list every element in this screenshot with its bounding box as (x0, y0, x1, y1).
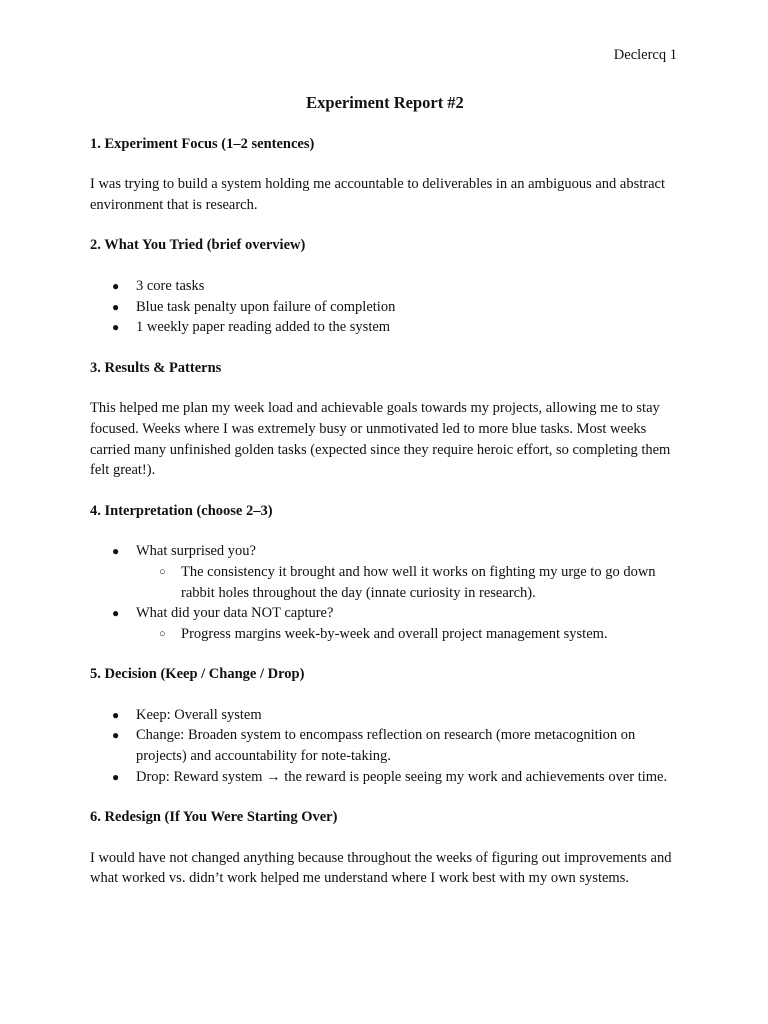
interpretation-answer: Progress margins week-by-week and overall project management system. (181, 625, 608, 642)
list-item (90, 297, 680, 318)
list-item-text: 3 core tasks (136, 277, 205, 294)
list-item (90, 725, 680, 766)
list-item (90, 705, 680, 726)
interpretation-question: What surprised you? (136, 543, 256, 560)
sub-list-item (136, 562, 680, 603)
section-heading-results: 3. Results & Patterns (90, 359, 222, 376)
list-item (90, 317, 680, 338)
bullet-icon: ● (112, 728, 120, 743)
sub-list-item (136, 624, 680, 645)
section-body-focus: I was trying to build a system holding me accountable to deliverables in an ambiguous and abstract environment that is research. (90, 176, 666, 213)
section-heading-redesign: 6. Redesign (If You Were Starting Over) (90, 809, 338, 826)
hollow-bullet-icon: ○ (159, 565, 166, 578)
bullet-icon: ● (112, 606, 120, 621)
section-heading-focus: 1. Experiment Focus (1–2 sentences) (90, 135, 315, 152)
document-body (90, 93, 680, 909)
bullet-icon: ● (112, 320, 120, 335)
section-heading-interpretation: 4. Interpretation (choose 2–3) (90, 502, 273, 519)
section-heading-decision: 5. Decision (Keep / Change / Drop) (90, 666, 305, 683)
sub-list (136, 624, 680, 645)
bullet-icon: ● (112, 278, 120, 293)
interpretation-answer: The consistency it brought and how well it works on fighting my urge to go down rabbit holes throughout the day (innate curiosity in research). (181, 563, 656, 601)
interpretation-question: What did your data NOT capture? (136, 605, 334, 622)
bullet-icon: ● (112, 299, 120, 314)
document-title: Experiment Report #2 (306, 93, 464, 112)
running-head: Declercq 1 (613, 47, 677, 63)
section-heading-tried: 2. What You Tried (brief overview) (90, 237, 306, 254)
list-item (90, 767, 680, 788)
section-body-results: This helped me plan my week load and achievable goals towards my projects, allowing me to stay focused. Weeks where I was extremely busy or unmotivated led to more blue tasks. Most weeks carried many unfinished golden tasks (expected since they require heroic effort, so completing them felt great!). (90, 400, 671, 479)
hollow-bullet-icon: ○ (159, 627, 166, 640)
sub-list (136, 562, 680, 603)
list-item-text: Drop: Reward system → the reward is people seeing my work and achievements over time. (136, 768, 668, 785)
list-item-text: Keep: Overall system (136, 706, 262, 723)
bullet-icon: ● (112, 707, 120, 722)
list-item (90, 603, 680, 644)
list-item-text: 1 weekly paper reading added to the system (136, 319, 391, 336)
list-item (90, 541, 680, 603)
interpretation-list (90, 541, 680, 644)
bullet-icon: ● (112, 544, 120, 559)
list-item (90, 276, 680, 297)
tried-list (90, 276, 680, 338)
bullet-icon: ● (112, 769, 120, 784)
section-body-redesign: I would have not changed anything because throughout the weeks of figuring out improvements and what worked vs. didn’t work helped me understand where I work best with my own systems. (90, 849, 672, 887)
list-item-text: Blue task penalty upon failure of completion (136, 298, 396, 315)
list-item-text: Change: Broaden system to encompass reflection on research (more metacognition on projects) and accountability for note-taking. (136, 727, 636, 765)
decision-list (90, 705, 680, 787)
